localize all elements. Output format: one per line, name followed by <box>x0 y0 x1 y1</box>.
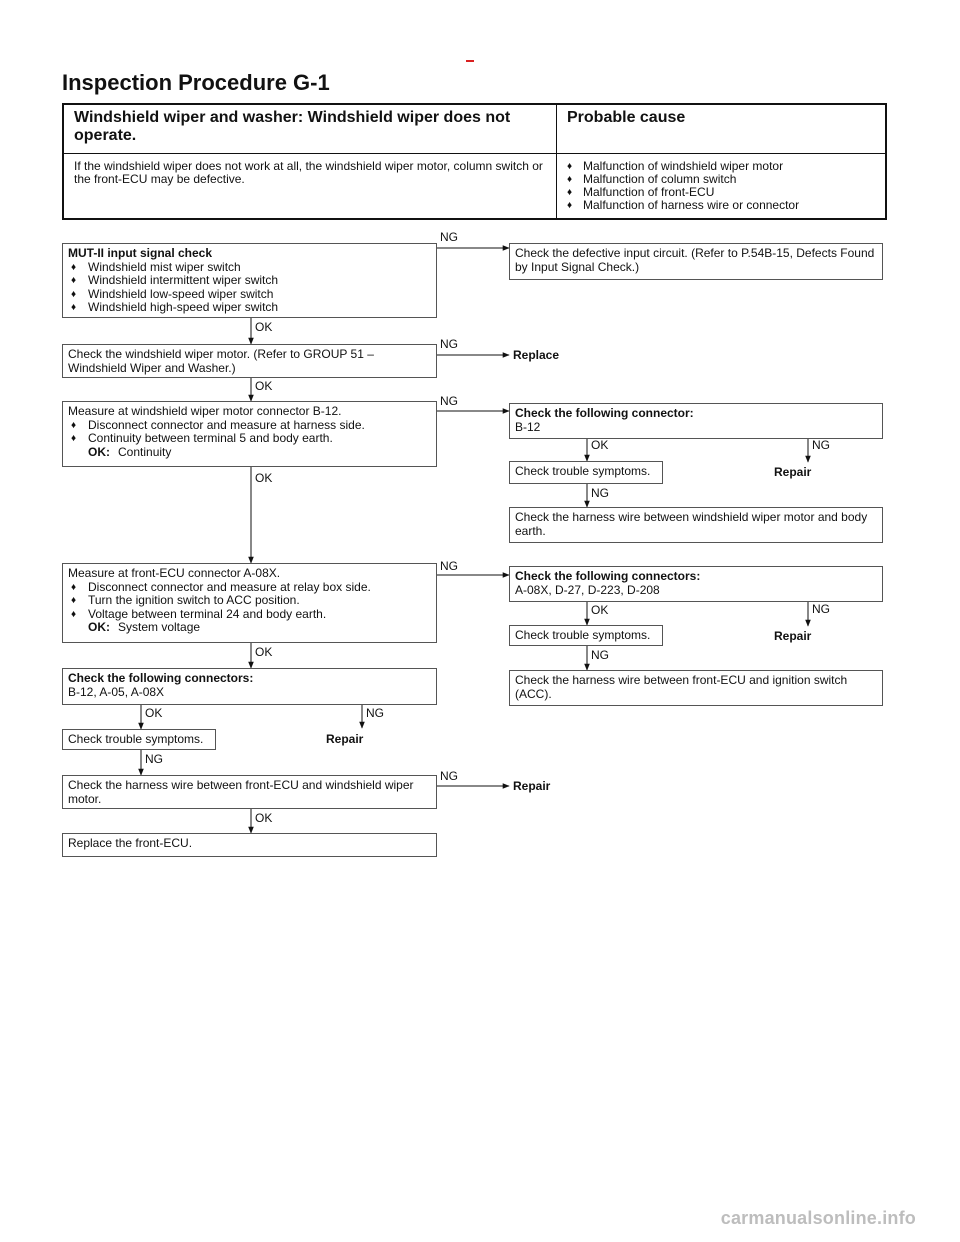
mut-check-title: MUT-II input signal check <box>68 246 213 260</box>
connector-a08x-title: Check the following connectors: <box>515 569 701 583</box>
ok-label: OK <box>591 438 609 452</box>
ok-label: OK <box>255 811 273 825</box>
measure-a08x-item: ♦ Turn the ignition switch to ACC position. <box>68 594 431 608</box>
ng-label: NG <box>440 769 458 783</box>
measure-b12-criterion <box>68 446 431 460</box>
symptom-heading: Windshield wiper and washer: Windshield wiper does not operate. <box>63 104 557 154</box>
ok-label: OK <box>255 320 273 334</box>
ng-label: NG <box>366 706 384 720</box>
problem-description: If the windshield wiper does not work at all, the windshield wiper motor, column switch or the front-ECU may be defective. <box>63 154 557 220</box>
connector-multi-value: B-12, A-05, A-08X <box>68 684 165 699</box>
ng-label: NG <box>591 648 609 662</box>
ok-label: OK: <box>88 444 110 459</box>
harness-ecu-motor-box: Check the harness wire between front-ECU and windshield wiper motor. <box>62 775 437 809</box>
ng-label: NG <box>812 438 830 452</box>
ng-label: NG <box>440 337 458 351</box>
trouble-symptoms-box-2: Check trouble symptoms. <box>509 625 663 646</box>
trouble-symptoms-box-3: Check trouble symptoms. <box>62 729 216 750</box>
harness-ecu-ignition-box: Check the harness wire between front-ECU and ignition switch (ACC). <box>509 670 883 706</box>
ng-label: NG <box>440 394 458 408</box>
measure-a08x-box <box>62 563 437 643</box>
measure-a08x-item: ♦ Voltage between terminal 24 and body earth. <box>68 608 431 622</box>
mut-input-check-box <box>62 243 437 318</box>
mut-check-item: ♦ Windshield high-speed wiper switch <box>68 301 431 315</box>
measure-a08x-criterion <box>68 621 431 635</box>
repair-label: Repair <box>774 465 812 479</box>
wiper-motor-check-box: Check the windshield wiper motor. (Refer to GROUP 51 – Windshield Wiper and Washer.) <box>62 344 437 378</box>
measure-b12-box <box>62 401 437 467</box>
repair-label: Repair <box>326 732 364 746</box>
cause-item: ♦ Malfunction of harness wire or connector <box>567 199 875 212</box>
repair-label: Repair <box>774 629 812 643</box>
ng-label: NG <box>591 486 609 500</box>
connector-multi-title: Check the following connectors: <box>68 671 254 685</box>
cause-item: ♦ Malfunction of windshield wiper motor <box>567 160 875 173</box>
connector-b12-title: Check the following connector: <box>515 406 694 420</box>
connector-a08x-box <box>509 566 883 602</box>
measure-b12-item: ♦ Disconnect connector and measure at harness side. <box>68 419 431 433</box>
measure-b12-title: Measure at windshield wiper motor connector B-12. <box>68 404 342 418</box>
ok-value: Continuity <box>118 444 172 459</box>
ng-label: NG <box>145 752 163 766</box>
connector-a08x-value: A-08X, D-27, D-223, D-208 <box>515 582 660 597</box>
ng-label: NG <box>440 559 458 573</box>
mut-check-item: ♦ Windshield low-speed wiper switch <box>68 288 431 302</box>
repair-label: Repair <box>513 779 551 793</box>
cause-heading: Probable cause <box>557 104 887 154</box>
replace-label: Replace <box>513 348 560 362</box>
ok-label: OK: <box>88 620 110 634</box>
mut-check-item: ♦ Windshield mist wiper switch <box>68 261 431 275</box>
replace-ecu-box: Replace the front-ECU. <box>62 833 437 857</box>
ng-label: NG <box>812 602 830 616</box>
ok-label: OK <box>255 471 273 485</box>
ok-label: OK <box>591 603 609 617</box>
ok-value: System voltage <box>118 620 201 634</box>
mut-check-item: ♦ Windshield intermittent wiper switch <box>68 274 431 288</box>
page-title: Inspection Procedure G-1 <box>62 70 330 95</box>
ng-label: NG <box>440 230 458 244</box>
watermark: carmanualsonline.info <box>720 1208 916 1228</box>
measure-a08x-item: ♦ Disconnect connector and measure at relay box side. <box>68 581 431 595</box>
trouble-symptoms-box-1: Check trouble symptoms. <box>509 461 663 484</box>
harness-motor-earth-box: Check the harness wire between windshield wiper motor and body earth. <box>509 507 883 543</box>
measure-a08x-title: Measure at front-ECU connector A-08X. <box>68 566 281 580</box>
connector-multi-box <box>62 668 437 705</box>
defective-input-box: Check the defective input circuit. (Refer to P.54B-15, Defects Found by Input Signal Check.) <box>509 243 883 280</box>
cause-item: ♦ Malfunction of front-ECU <box>567 186 875 199</box>
connector-b12-box <box>509 403 883 439</box>
connector-b12-value: B-12 <box>515 419 541 434</box>
ok-label: OK <box>145 706 163 720</box>
cause-item: ♦ Malfunction of column switch <box>567 173 875 186</box>
ok-label: OK <box>255 379 273 393</box>
measure-b12-item: ♦ Continuity between terminal 5 and body earth. <box>68 432 431 446</box>
ok-label: OK <box>255 645 273 659</box>
